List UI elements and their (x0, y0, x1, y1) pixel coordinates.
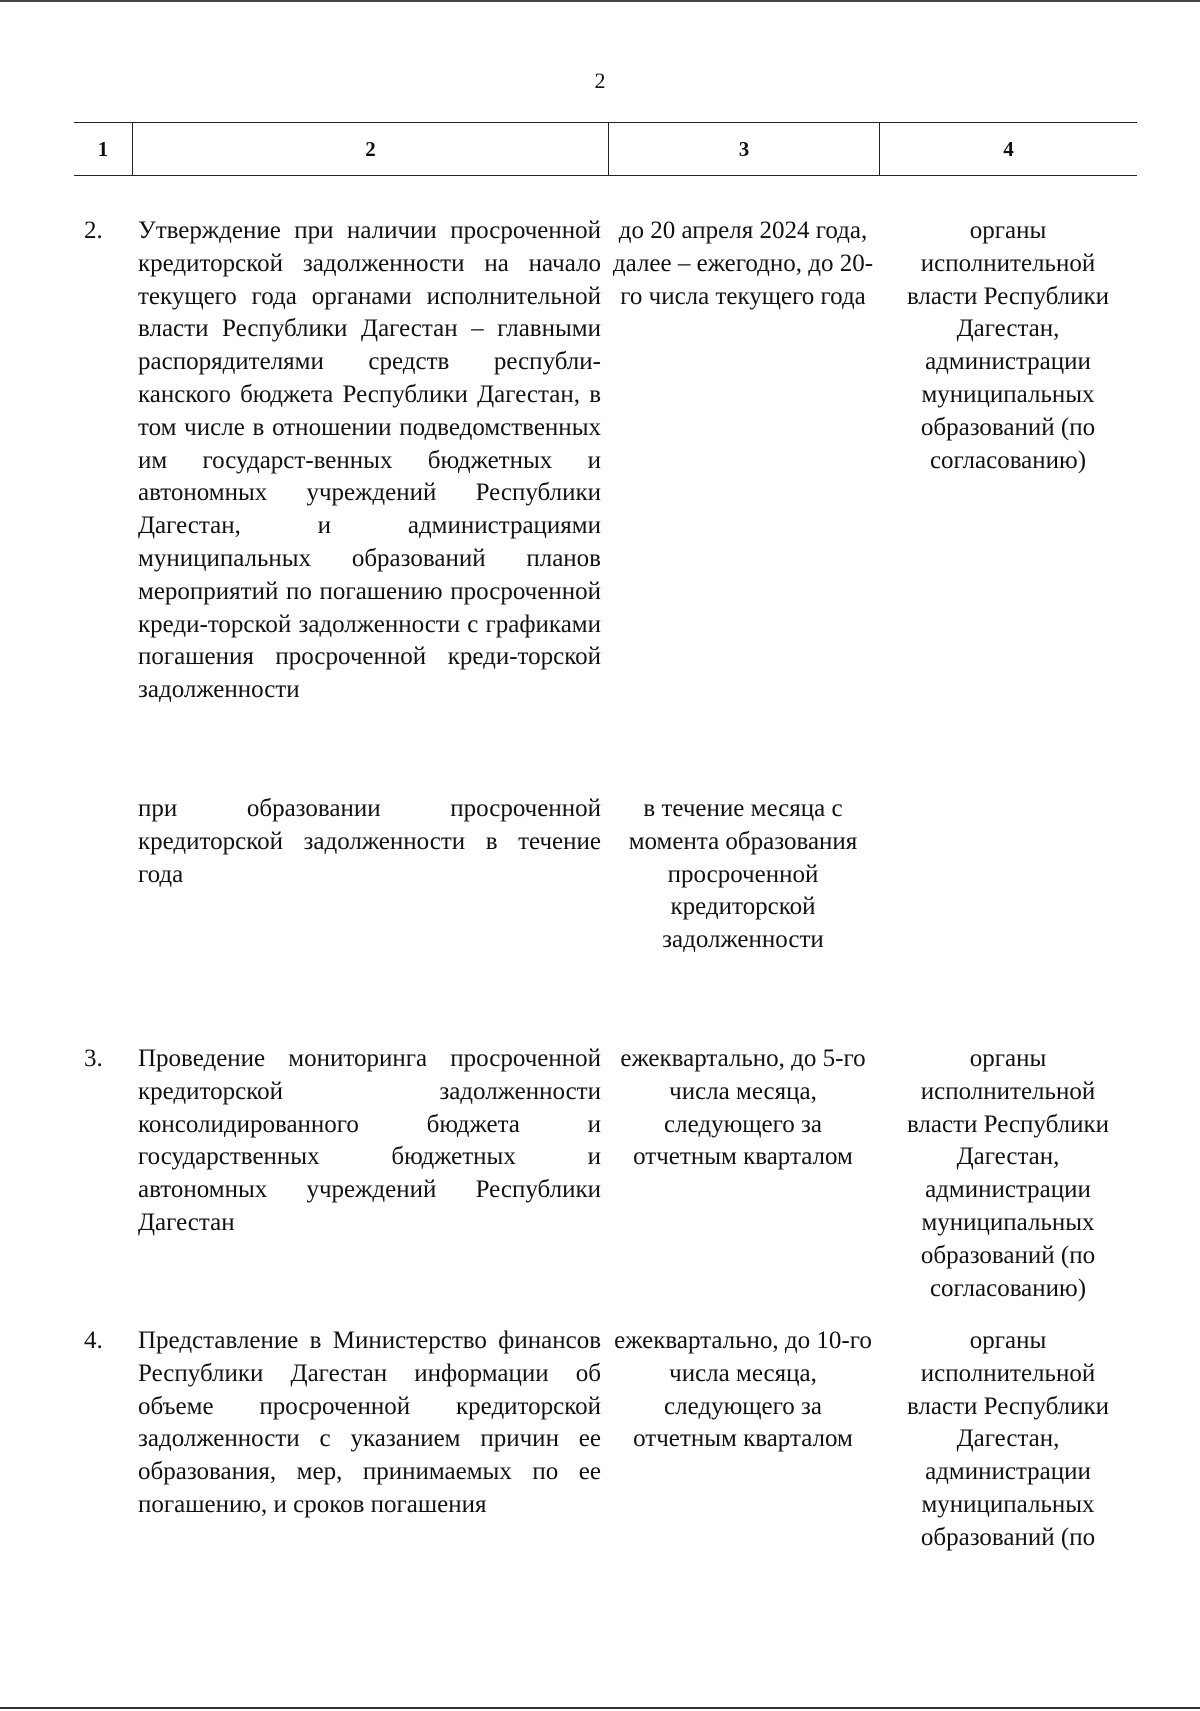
header-col-3: 3 (608, 123, 879, 175)
row-term: ежеквартально, до 5-го числа месяца, следующего за отчетным кварталом (620, 1045, 866, 1171)
row-description: Утверждение при наличии просроченной кредиторской задолженности на начало текущего года органами исполнительной власти Республики Дагестан – главными распорядителями средств республи-канского бюджета Республики Дагестан, в том числе в отношении подведомственных им государст-венных бюджетных и автономных учреждений Республики Дагестан, и администрациями муниципальных образований планов мероприятий по погашению просроченной креди-торской задолженности с графиками погашения просроченной креди-торской задолженности (138, 217, 601, 704)
row-description: Проведение мониторинга просроченной кредиторской задолженности консолидированного бюджета и государственных бюджетных и автономных учреждений Республики Дагестан (138, 1045, 601, 1236)
row-number: 3. (84, 1045, 103, 1072)
row-number: 2. (84, 217, 103, 244)
page-number: 2 (594, 68, 606, 93)
header-col-1: 1 (97, 136, 109, 161)
row-responsible: органы исполнительной власти Республики Дагестан, администрации муниципальных образований (по согласованию) (906, 217, 1110, 474)
table-header (74, 122, 1137, 176)
row-term: в течение месяца с момента образования просроченной кредиторской задолженности (628, 795, 858, 954)
bottom-edge-line (0, 1707, 1200, 1709)
header-col-2: 2 (132, 123, 608, 175)
row-description: при образовании просроченной кредиторской задолженности в течение года (138, 795, 601, 888)
row-description: Представление в Министерство финансов Республики Дагестан информации об объеме просроченной кредиторской задолженности с указанием причин ее образования, мер, принимаемых по ее погашению, и сроков погашения (138, 1327, 601, 1518)
row-term: ежеквартально, до 10-го числа месяца, следующего за отчетным кварталом (614, 1327, 872, 1453)
row-number: 4. (84, 1327, 103, 1354)
top-edge-line (0, 0, 1200, 2)
row-responsible: органы исполнительной власти Республики Дагестан, администрации муниципальных образований (по (906, 1327, 1110, 1551)
row-responsible: органы исполнительной власти Республики Дагестан, администрации муниципальных образований (по согласованию) (906, 1045, 1110, 1302)
row-term: до 20 апреля 2024 года, далее – ежегодно, до 20-го числа текущего года (612, 217, 874, 310)
header-col-4: 4 (879, 123, 1137, 175)
